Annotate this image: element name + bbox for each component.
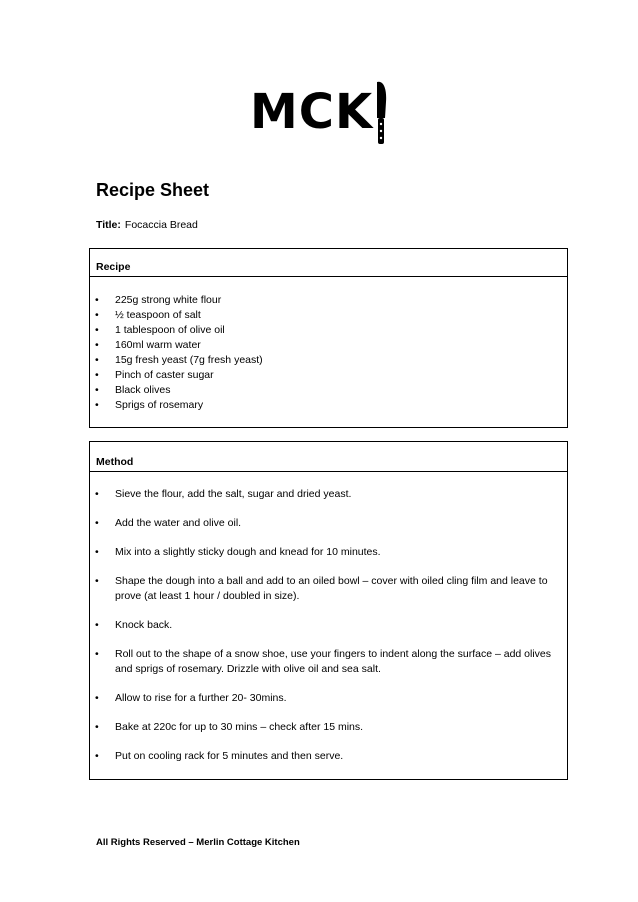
method-step (90, 487, 567, 502)
method-step-text: Put on cooling rack for 5 minutes and then serve. (115, 750, 344, 762)
bullet-icon: • (95, 399, 99, 411)
bullet-icon: • (95, 369, 99, 381)
method-step-text: Shape the dough into a ball and add to an oiled bowl – cover with oiled cling film and leave to prove (at least 1 hour / doubled in size). (115, 575, 548, 602)
bullet-icon: • (95, 384, 99, 396)
method-step (90, 618, 567, 633)
method-step (90, 516, 567, 531)
ingredient-item-text: 160ml warm water (115, 339, 201, 351)
bullet-icon: • (95, 575, 99, 587)
method-step (90, 647, 567, 677)
ingredient-item (90, 323, 567, 338)
method-step-text: Allow to rise for a further 20- 30mins. (115, 692, 287, 704)
recipe-box (89, 248, 568, 428)
bullet-icon: • (95, 354, 99, 366)
bullet-icon: • (95, 648, 99, 660)
title-label: Title: (96, 219, 121, 231)
method-step-text: Add the water and olive oil. (115, 517, 242, 529)
method-step (90, 749, 567, 764)
ingredient-item (90, 293, 567, 308)
method-step-text: Mix into a slightly sticky dough and knead for 10 minutes. (115, 546, 381, 558)
ingredient-item-text: Pinch of caster sugar (115, 369, 214, 381)
logo (0, 78, 638, 148)
method-step-text: Sieve the flour, add the salt, sugar and dried yeast. (115, 488, 352, 500)
bullet-icon: • (95, 517, 99, 529)
method-step (90, 720, 567, 735)
method-step-text: Knock back. (115, 619, 173, 631)
ingredient-item-text: Black olives (115, 384, 171, 396)
method-step (90, 691, 567, 706)
recipe-title-line (96, 219, 198, 231)
recipe-heading: Recipe (90, 249, 567, 277)
method-step (90, 574, 567, 604)
ingredient-item-text: Sprigs of rosemary (115, 399, 204, 411)
ingredient-item (90, 398, 567, 413)
method-step (90, 545, 567, 560)
bullet-icon: • (95, 339, 99, 351)
ingredient-item (90, 368, 567, 383)
ingredient-list (90, 277, 567, 413)
ingredient-item (90, 308, 567, 323)
bullet-icon: • (95, 309, 99, 321)
logo-text: MCK (250, 84, 374, 140)
footer: All Rights Reserved – Merlin Cottage Kitchen (96, 837, 300, 848)
bullet-icon: • (95, 750, 99, 762)
bullet-icon: • (95, 692, 99, 704)
ingredient-item (90, 338, 567, 353)
ingredient-item-text: 1 tablespoon of olive oil (115, 324, 225, 336)
method-heading: Method (90, 442, 567, 472)
recipe-title: Focaccia Bread (124, 219, 198, 231)
ingredient-item (90, 353, 567, 368)
method-step-text: Bake at 220c for up to 30 mins – check after 15 mins. (115, 721, 364, 733)
method-step-text: Roll out to the shape of a snow shoe, use your fingers to indent along the surface – add olives and sprigs of rosemary. Drizzle with olive oil and sea salt. (115, 648, 552, 675)
bullet-icon: • (95, 488, 99, 500)
ingredient-item-text: 225g strong white flour (115, 294, 222, 306)
ingredient-item-text: 15g fresh yeast (7g fresh yeast) (115, 354, 263, 366)
ingredient-item (90, 383, 567, 398)
method-box (89, 441, 568, 780)
bullet-icon: • (95, 721, 99, 733)
bullet-icon: • (95, 324, 99, 336)
bullet-icon: • (95, 546, 99, 558)
bullet-icon: • (95, 294, 99, 306)
knife-icon (373, 78, 389, 148)
bullet-icon: • (95, 619, 99, 631)
ingredient-item-text: ½ teaspoon of salt (115, 309, 201, 321)
page-title: Recipe Sheet (96, 180, 210, 200)
method-step-list (90, 472, 567, 764)
